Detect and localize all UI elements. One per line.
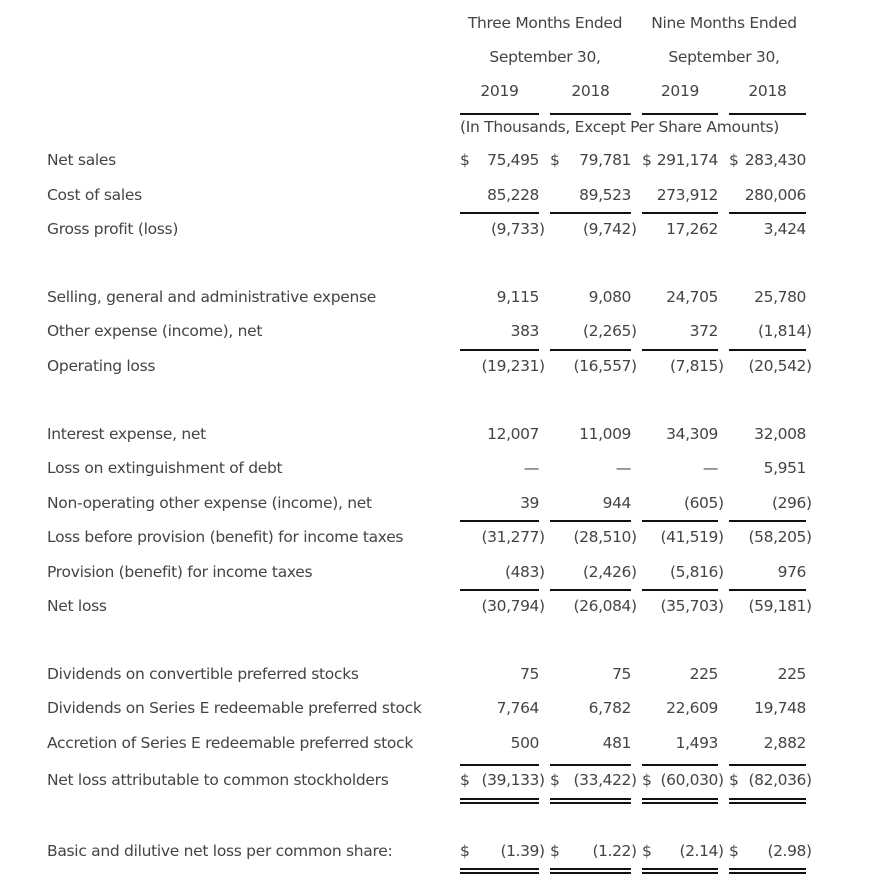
cell-value: 11,009 xyxy=(579,425,631,443)
close-paren: ) xyxy=(539,771,545,789)
close-paren: ) xyxy=(718,597,724,615)
cell-value: 6,782 xyxy=(588,699,631,717)
cell-value: (2,426 xyxy=(582,563,631,581)
cell-value: 24,705 xyxy=(666,288,718,306)
subtotal-rule xyxy=(729,589,806,591)
close-paren: ) xyxy=(718,771,724,789)
close-paren: ) xyxy=(631,357,637,375)
cell-value: (483 xyxy=(504,563,539,581)
table-cell xyxy=(460,219,546,239)
dollar-sign: $ xyxy=(729,771,739,789)
table-cell xyxy=(460,356,546,376)
cell-value: (605 xyxy=(683,494,718,512)
subtotal-rule xyxy=(550,349,631,351)
cell-value: 32,008 xyxy=(754,425,806,443)
cell-value: 75 xyxy=(520,665,539,683)
cell-value: (1.22 xyxy=(592,842,631,860)
cell-value: (60,030 xyxy=(660,771,718,789)
dollar-sign: $ xyxy=(460,842,470,860)
cell-value: 1,493 xyxy=(675,734,718,752)
table-cell xyxy=(729,733,813,753)
cell-value: (30,794 xyxy=(481,597,539,615)
cell-value: 75 xyxy=(612,665,631,683)
units-note: (In Thousands, Except Per Share Amounts) xyxy=(460,118,780,136)
close-paren: ) xyxy=(539,220,545,238)
dollar-sign: $ xyxy=(460,771,470,789)
cell-value: (35,703 xyxy=(660,597,718,615)
subtotal-rule xyxy=(642,520,718,522)
cell-value: (7,815 xyxy=(669,357,718,375)
row-label-net-sales: Net sales xyxy=(47,151,116,169)
table-cell xyxy=(550,493,638,513)
cell-value: 291,174 xyxy=(656,151,718,169)
table-cell xyxy=(460,698,546,718)
cell-value: (20,542 xyxy=(748,357,806,375)
row-label-interest-expense: Interest expense, net xyxy=(47,425,206,443)
table-cell xyxy=(729,770,813,790)
row-label-eps: Basic and dilutive net loss per common share: xyxy=(47,842,393,860)
total-double-rule xyxy=(550,868,631,874)
header-date-nine: September 30, xyxy=(668,48,780,66)
cell-value: 2,882 xyxy=(763,734,806,752)
cell-value: 273,912 xyxy=(656,186,718,204)
table-cell xyxy=(460,287,546,307)
cell-value: 383 xyxy=(510,322,539,340)
subtotal-rule xyxy=(729,349,806,351)
cell-value: — xyxy=(523,459,539,477)
table-cell xyxy=(729,424,813,444)
table-cell xyxy=(642,841,725,861)
table-cell xyxy=(550,185,638,205)
row-label-dividends-convertible: Dividends on convertible preferred stocks xyxy=(47,665,359,683)
close-paren: ) xyxy=(718,528,724,546)
dollar-sign: $ xyxy=(550,151,560,169)
table-cell xyxy=(550,219,638,239)
table-cell xyxy=(460,458,546,478)
row-label-operating-loss: Operating loss xyxy=(47,357,156,375)
dollar-sign: $ xyxy=(642,771,652,789)
table-cell xyxy=(642,356,725,376)
cell-value: 75,495 xyxy=(487,151,539,169)
row-label-dividends-series-e: Dividends on Series E redeemable preferred stock xyxy=(47,699,422,717)
table-cell xyxy=(642,698,725,718)
total-double-rule xyxy=(729,868,806,874)
close-paren: ) xyxy=(718,494,724,512)
close-paren: ) xyxy=(806,357,812,375)
cell-value: (2,265 xyxy=(582,322,631,340)
table-cell xyxy=(642,770,725,790)
header-nine-months: Nine Months Ended xyxy=(651,14,797,32)
total-double-rule xyxy=(642,798,718,804)
cell-value: — xyxy=(702,459,718,477)
total-double-rule xyxy=(550,798,631,804)
subtotal-rule xyxy=(642,764,718,766)
cell-value: — xyxy=(615,459,631,477)
subtotal-rule xyxy=(460,520,539,522)
table-cell xyxy=(729,596,813,616)
table-cell xyxy=(642,424,725,444)
dollar-sign: $ xyxy=(460,151,470,169)
cell-value: 5,951 xyxy=(763,459,806,477)
close-paren: ) xyxy=(631,563,637,581)
close-paren: ) xyxy=(539,842,545,860)
table-cell xyxy=(460,321,546,341)
row-label-accretion-series-e: Accretion of Series E redeemable preferred stock xyxy=(47,734,413,752)
cell-value: (16,557 xyxy=(573,357,631,375)
table-cell xyxy=(460,527,546,547)
close-paren: ) xyxy=(539,528,545,546)
table-cell xyxy=(550,841,638,861)
cell-value: (1.39 xyxy=(500,842,539,860)
cell-value: 500 xyxy=(510,734,539,752)
cell-value: 22,609 xyxy=(666,699,718,717)
cell-value: 481 xyxy=(602,734,631,752)
cell-value: 12,007 xyxy=(487,425,539,443)
cell-value: (31,277 xyxy=(481,528,539,546)
subtotal-rule xyxy=(460,589,539,591)
subtotal-rule xyxy=(550,520,631,522)
header-rule-col3 xyxy=(642,113,718,115)
table-cell xyxy=(550,733,638,753)
cell-value: (2.14 xyxy=(679,842,718,860)
subtotal-rule xyxy=(460,764,539,766)
subtotal-rule xyxy=(642,212,718,214)
row-label-other-expense: Other expense (income), net xyxy=(47,322,263,340)
header-year-col4: 2018 xyxy=(748,82,787,100)
table-cell xyxy=(729,841,813,861)
total-double-rule xyxy=(642,868,718,874)
table-cell xyxy=(642,596,725,616)
row-label-cost-of-sales: Cost of sales xyxy=(47,186,142,204)
close-paren: ) xyxy=(539,563,545,581)
cell-value: (9,733 xyxy=(490,220,539,238)
table-cell xyxy=(550,287,638,307)
total-double-rule xyxy=(460,868,539,874)
table-cell xyxy=(460,493,546,513)
cell-value: 34,309 xyxy=(666,425,718,443)
cell-value: (28,510 xyxy=(573,528,631,546)
dollar-sign: $ xyxy=(729,842,739,860)
table-cell xyxy=(460,562,546,582)
cell-value: 372 xyxy=(689,322,718,340)
table-cell xyxy=(460,841,546,861)
table-cell xyxy=(642,185,725,205)
row-label-sga-expense: Selling, general and administrative expense xyxy=(47,288,377,306)
dollar-sign: $ xyxy=(642,151,652,169)
dollar-sign: $ xyxy=(642,842,652,860)
cell-value: 976 xyxy=(777,563,806,581)
close-paren: ) xyxy=(539,597,545,615)
table-cell xyxy=(550,458,638,478)
close-paren: ) xyxy=(718,842,724,860)
row-label-net-loss: Net loss xyxy=(47,597,107,615)
cell-value: 3,424 xyxy=(763,220,806,238)
close-paren: ) xyxy=(631,220,637,238)
row-label-net-loss-common: Net loss attributable to common stockholders xyxy=(47,771,389,789)
subtotal-rule xyxy=(729,764,806,766)
table-cell xyxy=(729,698,813,718)
table-cell xyxy=(460,150,546,170)
dollar-sign: $ xyxy=(729,151,739,169)
table-cell xyxy=(550,770,638,790)
row-label-loss-before-tax: Loss before provision (benefit) for income taxes xyxy=(47,528,404,546)
table-cell xyxy=(642,562,725,582)
table-cell xyxy=(729,287,813,307)
cell-value: 39 xyxy=(520,494,539,512)
table-cell xyxy=(550,698,638,718)
cell-value: (82,036 xyxy=(748,771,806,789)
cell-value: 9,115 xyxy=(496,288,539,306)
close-paren: ) xyxy=(806,771,812,789)
total-double-rule xyxy=(729,798,806,804)
table-cell xyxy=(460,424,546,444)
row-label-provision-tax: Provision (benefit) for income taxes xyxy=(47,563,313,581)
close-paren: ) xyxy=(631,528,637,546)
cell-value: 7,764 xyxy=(496,699,539,717)
close-paren: ) xyxy=(806,494,812,512)
header-rule-col4 xyxy=(729,113,806,115)
table-cell xyxy=(729,527,813,547)
table-cell xyxy=(729,356,813,376)
close-paren: ) xyxy=(631,842,637,860)
header-year-col2: 2018 xyxy=(571,82,610,100)
header-year-col3: 2019 xyxy=(660,82,700,100)
row-label-loss-extinguishment: Loss on extinguishment of debt xyxy=(47,459,283,477)
table-cell xyxy=(550,596,638,616)
cell-value: (26,084 xyxy=(573,597,631,615)
table-cell xyxy=(642,321,725,341)
subtotal-rule xyxy=(460,349,539,351)
table-cell xyxy=(550,356,638,376)
table-cell xyxy=(729,150,813,170)
cell-value: 25,780 xyxy=(754,288,806,306)
cell-value: 9,080 xyxy=(588,288,631,306)
table-cell xyxy=(550,321,638,341)
table-cell xyxy=(642,219,725,239)
cell-value: (33,422 xyxy=(573,771,631,789)
table-cell xyxy=(550,150,638,170)
table-cell xyxy=(460,770,546,790)
table-cell xyxy=(550,562,638,582)
cell-value: (2.98 xyxy=(767,842,806,860)
table-cell xyxy=(642,664,725,684)
cell-value: 225 xyxy=(689,665,718,683)
header-rule-col1 xyxy=(460,113,539,115)
table-cell xyxy=(642,150,725,170)
close-paren: ) xyxy=(806,322,812,340)
subtotal-rule xyxy=(729,520,806,522)
cell-value: 283,430 xyxy=(744,151,806,169)
close-paren: ) xyxy=(631,597,637,615)
subtotal-rule xyxy=(642,349,718,351)
close-paren: ) xyxy=(631,771,637,789)
subtotal-rule xyxy=(550,212,631,214)
table-cell xyxy=(642,287,725,307)
table-cell xyxy=(729,185,813,205)
close-paren: ) xyxy=(718,563,724,581)
cell-value: 19,748 xyxy=(754,699,806,717)
table-cell xyxy=(460,664,546,684)
subtotal-rule xyxy=(642,589,718,591)
cell-value: (5,816 xyxy=(669,563,718,581)
table-cell xyxy=(729,458,813,478)
header-year-col1: 2019 xyxy=(480,82,519,100)
cell-value: (59,181 xyxy=(748,597,806,615)
cell-value: 79,781 xyxy=(579,151,631,169)
table-cell xyxy=(550,664,638,684)
subtotal-rule xyxy=(460,212,539,214)
table-cell xyxy=(550,527,638,547)
table-cell xyxy=(642,493,725,513)
close-paren: ) xyxy=(806,842,812,860)
cell-value: (39,133 xyxy=(481,771,539,789)
table-cell xyxy=(460,596,546,616)
table-cell xyxy=(729,664,813,684)
table-cell xyxy=(460,185,546,205)
table-cell xyxy=(460,733,546,753)
row-label-non-operating: Non-operating other expense (income), net xyxy=(47,494,372,512)
cell-value: 17,262 xyxy=(666,220,718,238)
total-double-rule xyxy=(460,798,539,804)
dollar-sign: $ xyxy=(550,842,560,860)
row-label-gross-profit: Gross profit (loss) xyxy=(47,220,179,238)
cell-value: (58,205 xyxy=(748,528,806,546)
cell-value: (1,814 xyxy=(757,322,806,340)
table-cell xyxy=(642,527,725,547)
dollar-sign: $ xyxy=(550,771,560,789)
header-date-three: September 30, xyxy=(489,48,601,66)
table-cell xyxy=(642,458,725,478)
table-cell xyxy=(642,733,725,753)
cell-value: 280,006 xyxy=(744,186,806,204)
cell-value: (41,519 xyxy=(660,528,718,546)
subtotal-rule xyxy=(550,764,631,766)
close-paren: ) xyxy=(539,357,545,375)
close-paren: ) xyxy=(631,322,637,340)
close-paren: ) xyxy=(806,528,812,546)
table-cell xyxy=(729,219,813,239)
table-cell xyxy=(729,562,813,582)
cell-value: (19,231 xyxy=(481,357,539,375)
close-paren: ) xyxy=(806,597,812,615)
header-rule-col2 xyxy=(550,113,631,115)
close-paren: ) xyxy=(718,357,724,375)
table-cell xyxy=(729,493,813,513)
table-cell xyxy=(550,424,638,444)
header-three-months: Three Months Ended xyxy=(467,14,623,32)
cell-value: 85,228 xyxy=(487,186,539,204)
cell-value: 225 xyxy=(777,665,806,683)
subtotal-rule xyxy=(729,212,806,214)
subtotal-rule xyxy=(550,589,631,591)
cell-value: (9,742 xyxy=(582,220,631,238)
cell-value: (296 xyxy=(771,494,806,512)
table-cell xyxy=(729,321,813,341)
cell-value: 944 xyxy=(602,494,631,512)
cell-value: 89,523 xyxy=(579,186,631,204)
